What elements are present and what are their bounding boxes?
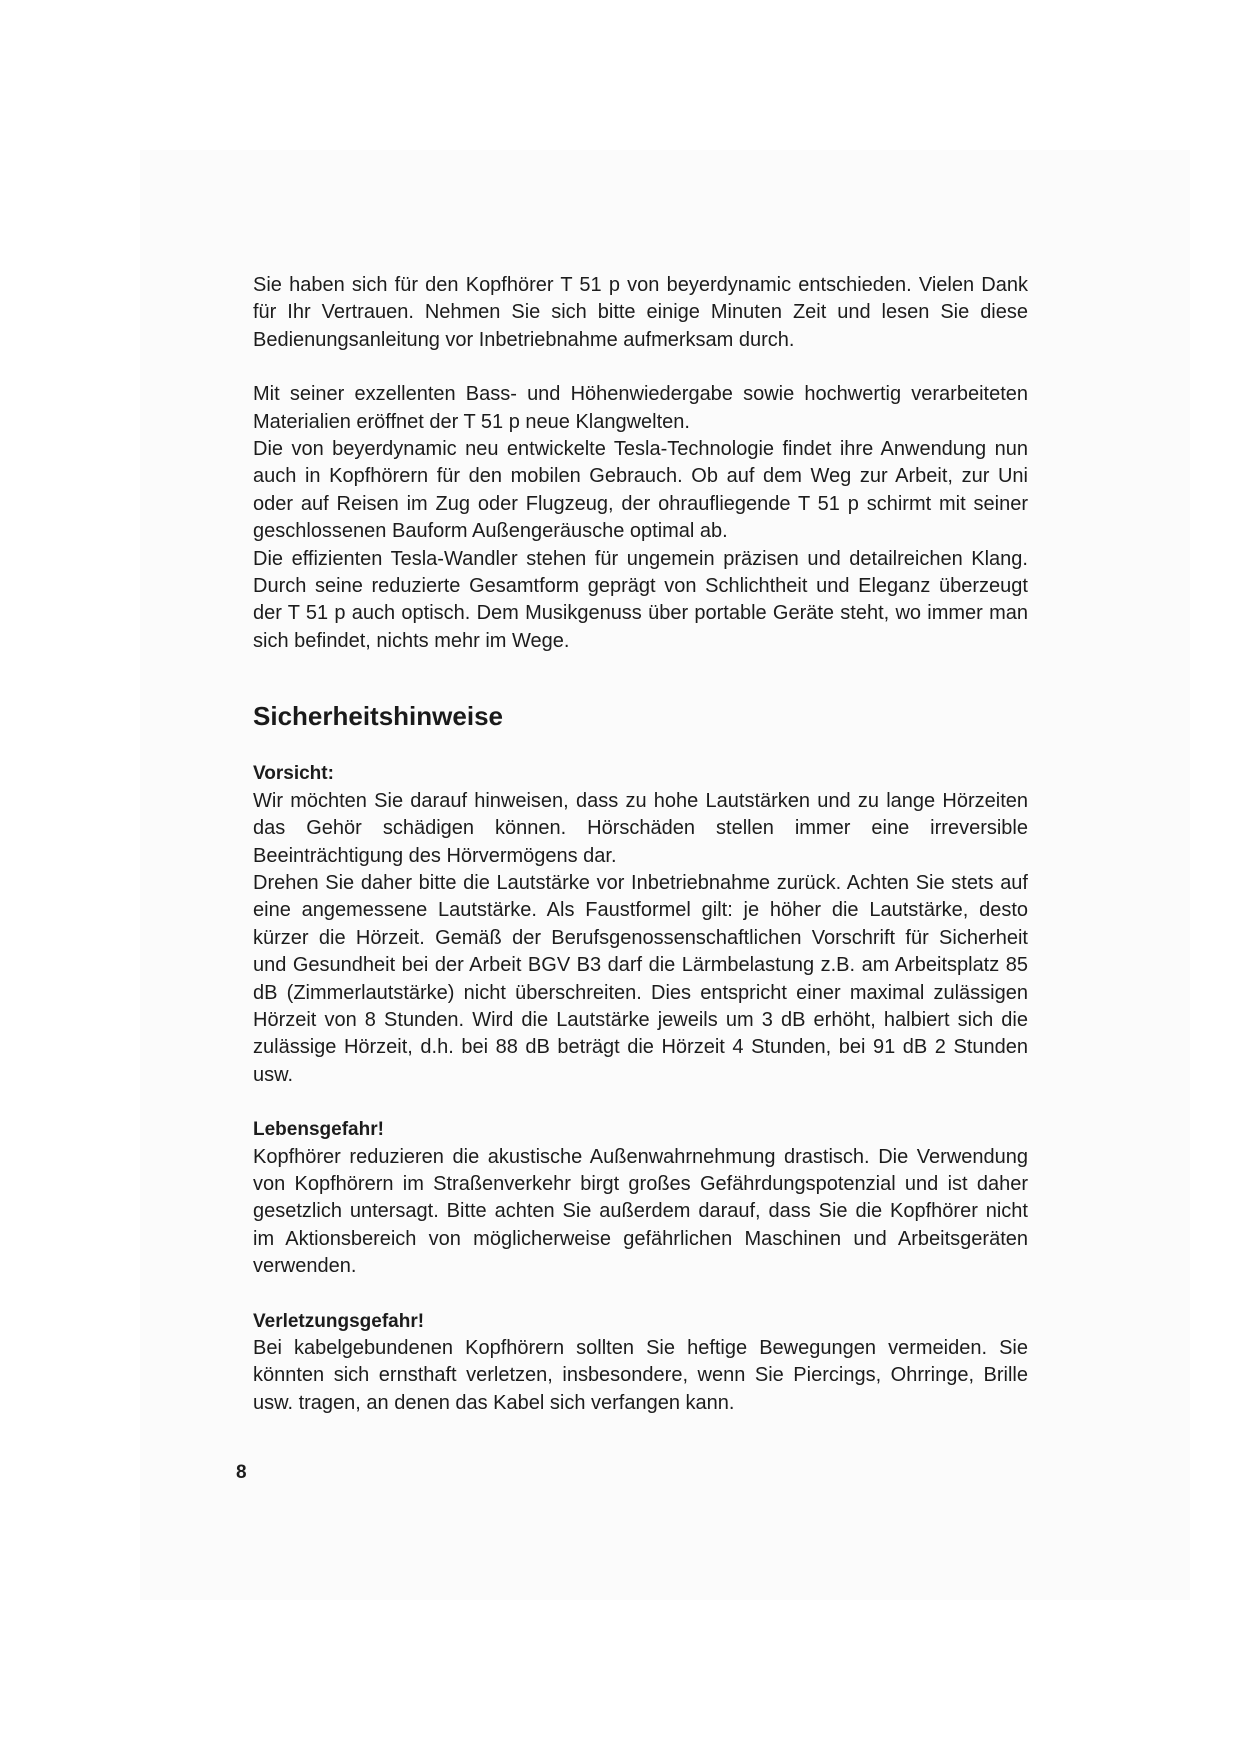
safety-section-title: Sicherheitshinweise — [253, 701, 503, 732]
caution-label: Vorsicht: — [253, 763, 334, 785]
spacer — [253, 354, 1028, 381]
spacer — [253, 655, 1028, 699]
injury-label: Verletzungsgefahr! — [253, 1310, 425, 1332]
injury-paragraph: Bei kabelgebundenen Kopfhörern sollten Sie heftige Bewegungen vermeiden. Sie könnten sich ernsthaft verletzen, insbesondere, wenn Sie Piercings, Ohrringe, Brille usw. tragen, an denen das Kabel sich verfangen kann. — [253, 1337, 1028, 1414]
intro-paragraph-thanks: Sie haben sich für den Kopfhörer T 51 p von beyerdynamic entschieden. Vielen Dank für Ihr Vertrauen. Nehmen Sie sich bitte einige Minuten Zeit und lesen Sie diese Bedienungsanleitung vor Inbetriebnahme aufmerksam durch. — [253, 274, 1028, 351]
intro-paragraph-design: Die effizienten Tesla-Wandler stehen für ungemein präzisen und detailreichen Klang. Durch seine reduzierte Gesamtform geprägt von Schlichtheit und Eleganz überzeugt der T 51 p auch optisch. Dem Musikgenuss über portable Geräte steht, wo immer man sich befindet, nichts mehr im Wege. — [253, 547, 1028, 652]
page-content — [253, 272, 1028, 1417]
danger-label: Lebensgefahr! — [253, 1119, 384, 1141]
intro-paragraph-sound: Mit seiner exzellenten Bass- und Höhenwiedergabe sowie hochwertig verarbeiteten Materialien eröffnet der T 51 p neue Klangwelten. — [253, 383, 1028, 433]
page-number: 8 — [236, 1462, 247, 1483]
caution-paragraph-hearing: Wir möchten Sie darauf hinweisen, dass zu hohe Lautstärken und zu lange Hörzeiten das Gehör schädigen können. Hörschäden stellen immer eine irreversible Beeinträchtigung des Hörvermögens dar. — [253, 789, 1028, 867]
danger-paragraph: Kopfhörer reduzieren die akustische Außenwahrnehmung drastisch. Die Verwendung von Kopfhörern im Straßenverkehr birgt großes Gefährdungspotenzial und ist daher gesetzlich untersagt. Bitte achten Sie außerdem darauf, dass Sie die Kopfhörer nicht im Aktionsbereich von möglicherweise gefährlichen Maschinen und Arbeitsgeräten verwenden. — [253, 1145, 1028, 1278]
spacer — [253, 733, 1028, 760]
spacer — [253, 1281, 1028, 1308]
intro-paragraph-tesla: Die von beyerdynamic neu entwickelte Tesla-Technologie findet ihre Anwendung nun auch in Kopfhörern für den mobilen Gebrauch. Ob auf dem Weg zur Arbeit, zur Uni oder auf Reisen im Zug oder Flugzeug, der ohraufliegende T 51 p schirmt mit seiner geschlossenen Bauform Außengeräusche optimal ab. — [253, 438, 1028, 543]
caution-paragraph-volume: Drehen Sie daher bitte die Lautstärke vor Inbetriebnahme zurück. Achten Sie stets auf eine angemessene Lautstärke. Als Faustformel gilt: je höher die Lautstärke, desto kürzer die Hörzeit. Gemäß der Berufsgenossenschaftlichen Vorschrift für Sicherheit und Gesundheit bei der Arbeit BGV B3 darf die Lärmbelastung z.B. am Arbeitsplatz 85 dB (Zimmerlautstärke) nicht überschreiten. Dies entspricht einer maximal zulässigen Hörzeit von 8 Stunden. Wird die Lautstärke jeweils um 3 dB erhöht, halbiert sich die zulässige Hörzeit, d.h. bei 88 dB beträgt die Hörzeit 4 Stunden, bei 91 dB 2 Stunden usw. — [253, 871, 1028, 1086]
spacer — [253, 1089, 1028, 1116]
